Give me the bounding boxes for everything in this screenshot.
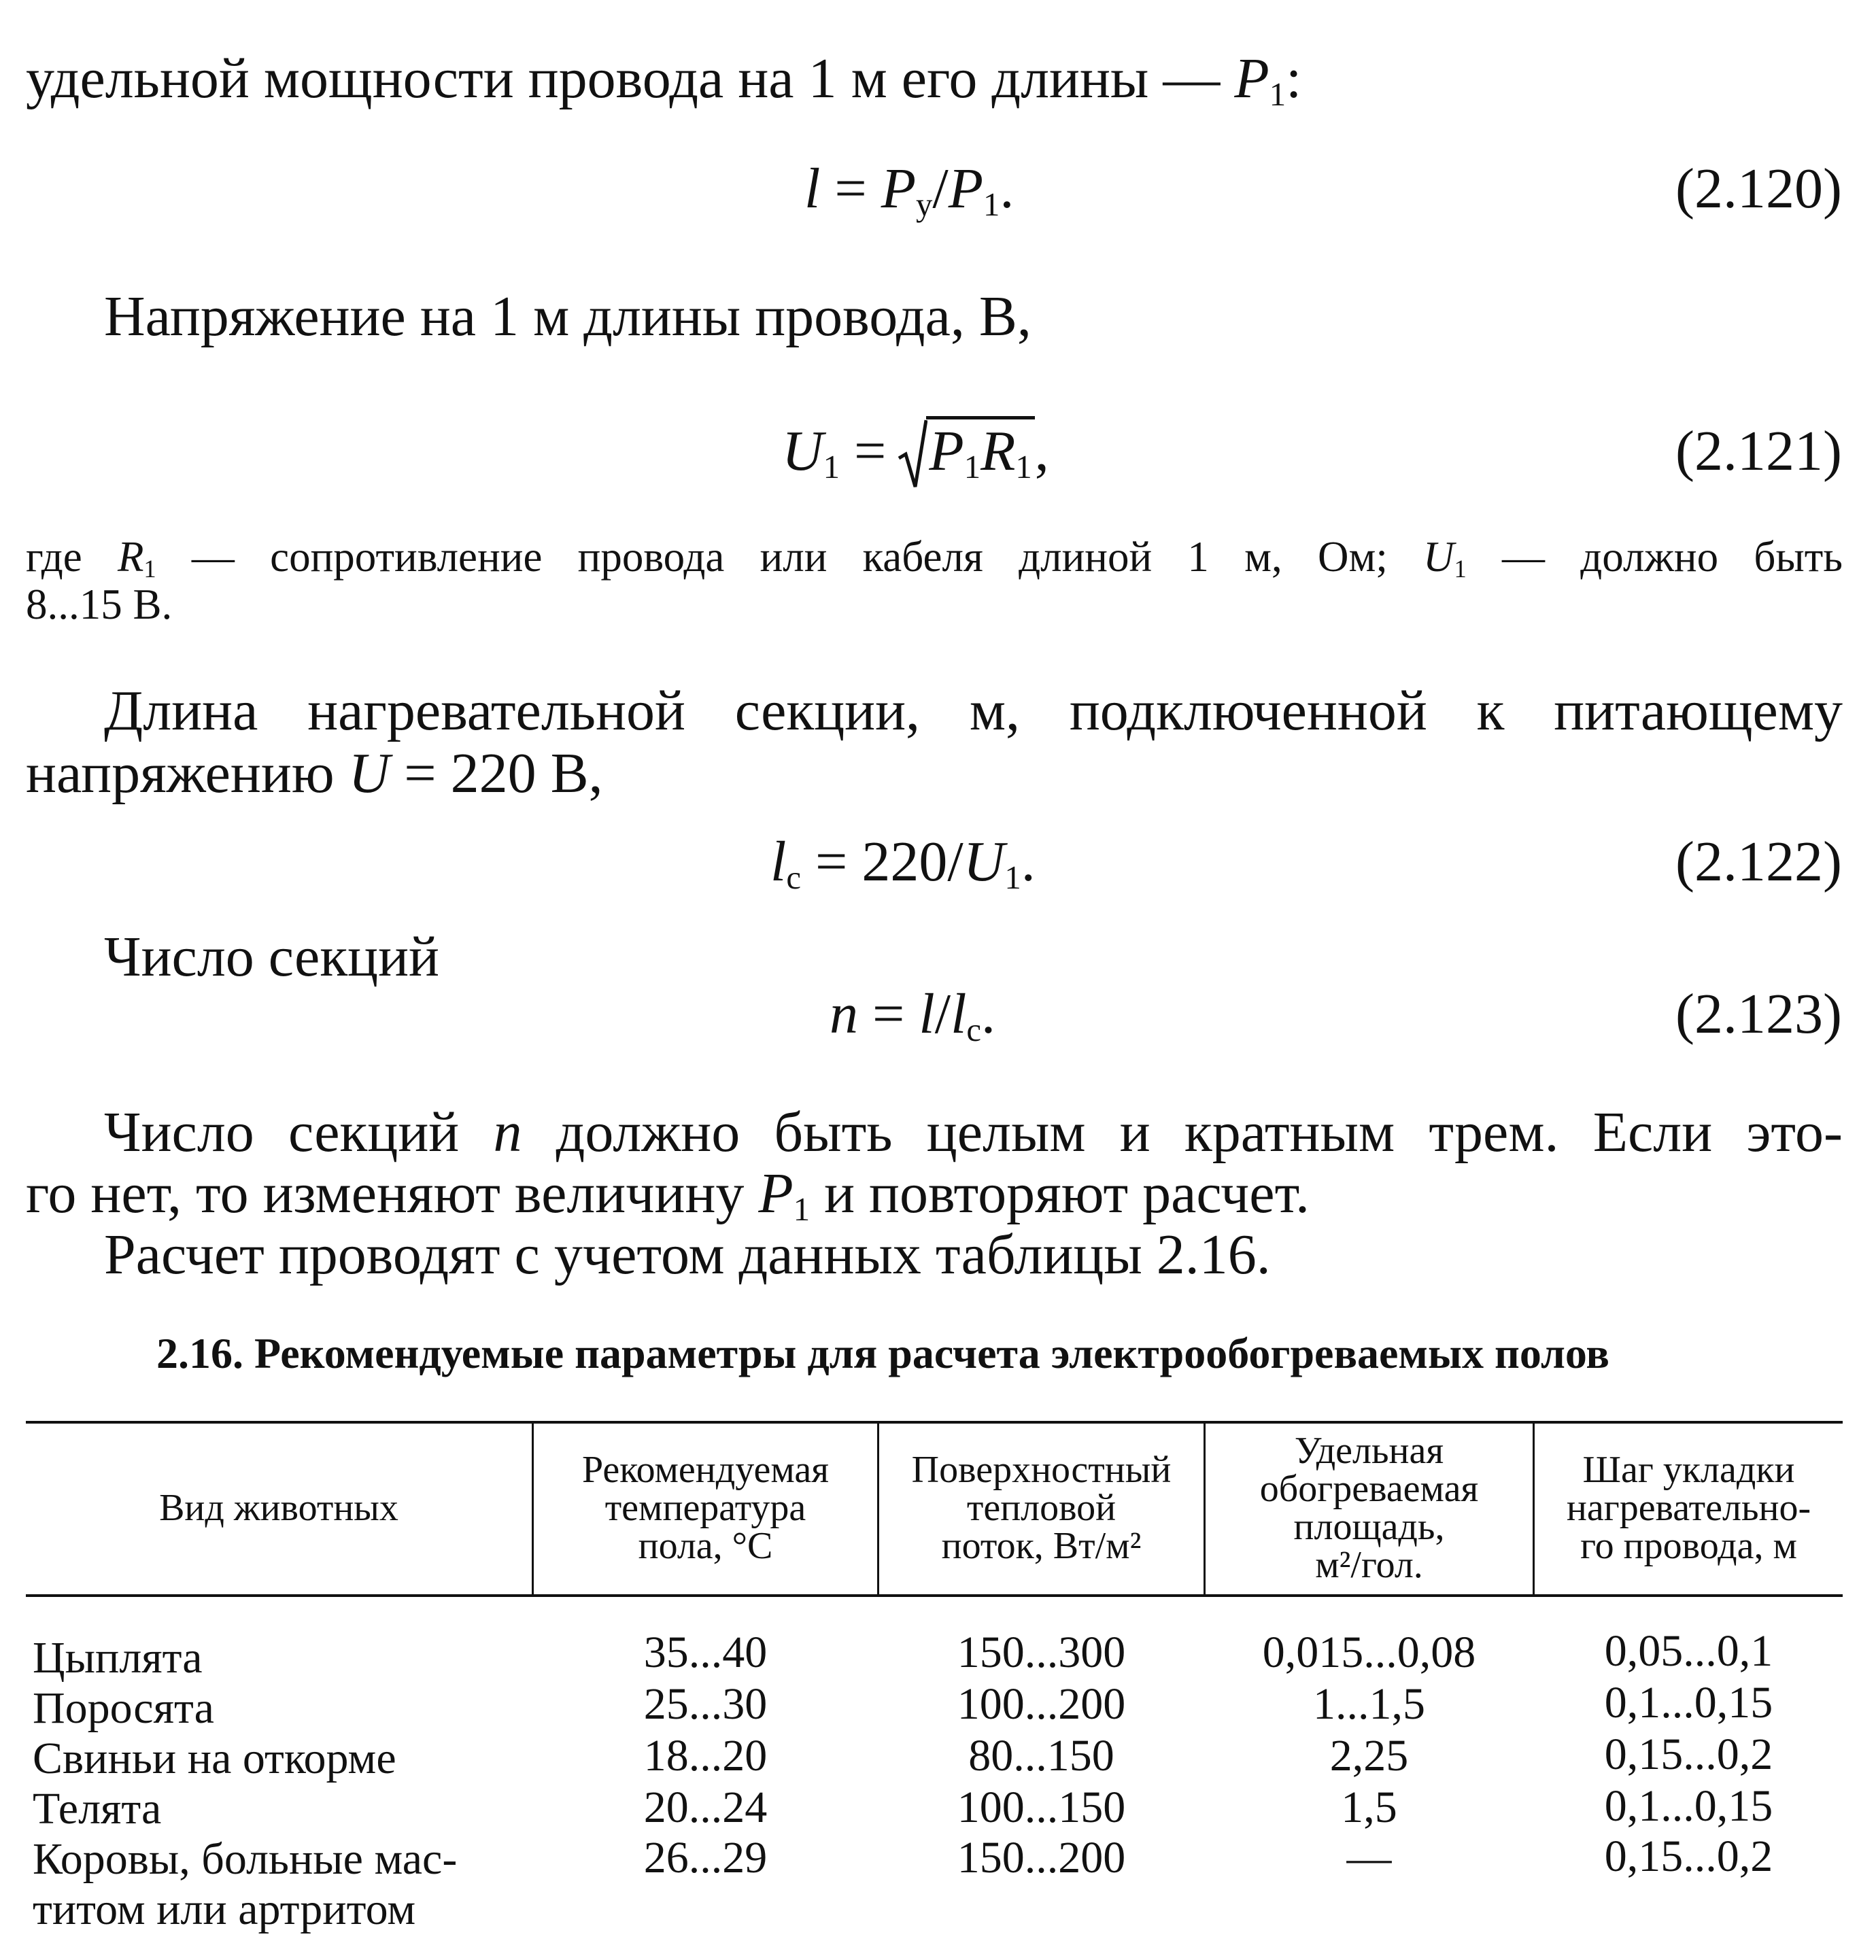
cell-heat-flux: 80...150 [968, 1731, 1114, 1781]
table-header-rule [26, 1594, 1843, 1597]
table-header-floor-temperature: Рекомендуемая температура пола, °С [581, 1449, 830, 1567]
cell-area: 2,25 [1329, 1731, 1409, 1781]
cell-spacing: 0,15...0,2 [1604, 1730, 1773, 1779]
equation-2-123: $n = l/l_с$. [830, 982, 996, 1049]
cell-temperature: 26...29 [643, 1833, 768, 1882]
paragraph-section-count: Число секций [104, 925, 440, 988]
cell-area: 0,015...0,08 [1262, 1628, 1476, 1677]
cell-area: 1,5 [1341, 1783, 1397, 1832]
cell-area: — [1346, 1833, 1392, 1882]
cell-area: 1...1,5 [1313, 1679, 1425, 1729]
cell-heat-flux: 100...200 [957, 1679, 1126, 1729]
equation-number-2-122: (2.122) [1675, 830, 1842, 893]
cell-spacing: 0,05...0,1 [1604, 1626, 1773, 1676]
cell-animal: Телята [33, 1784, 162, 1834]
cell-temperature: 35...40 [643, 1628, 768, 1677]
paragraph-voltage: Напряжение на 1 м длины провода, В, [104, 285, 1031, 348]
cell-spacing: 0,1...0,15 [1604, 1678, 1773, 1727]
table-caption: 2.16. Рекомендуемые параметры для расчета электрообогреваемых полов [156, 1329, 1609, 1377]
equation-number-2-123: (2.123) [1675, 982, 1842, 1046]
cell-animal: Свиньи на откорме [33, 1734, 396, 1783]
paragraph-section-length-line1: Длина нагревательной секции, м, подключенной к питающему [104, 679, 1843, 742]
paragraph-multiple-three-line1: Число секций n должно быть целым и кратным трем. Если это- [104, 1101, 1843, 1164]
table-top-rule [26, 1421, 1843, 1424]
cell-temperature: 20...24 [643, 1783, 768, 1832]
paragraph-section-length-line2: напряжению U = 220 В, [26, 742, 603, 805]
cell-animal: Коровы, больные мас- [33, 1834, 458, 1884]
equation-number-2-120: (2.120) [1675, 157, 1842, 220]
equation-2-120: $l = P_у/P_1$. [804, 157, 1014, 224]
cell-animal: Цыплята [33, 1633, 203, 1683]
table-header-wire-spacing: Шаг укладки нагревательно- го провода, м [1566, 1449, 1811, 1567]
table-header-heated-area: Удельная обогреваемая площадь, м²/гол. [1259, 1430, 1479, 1586]
cell-heat-flux: 150...200 [957, 1833, 1126, 1882]
table-row [0, 1730, 1876, 1784]
cell-spacing: 0,15...0,2 [1604, 1832, 1773, 1881]
table-row [0, 1781, 1876, 1834]
cell-temperature: 25...30 [643, 1679, 768, 1729]
table-header-heat-flux: Поверхностный тепловой поток, Вт/м² [911, 1449, 1172, 1567]
table-row [0, 1834, 1876, 1935]
cell-animal: Поросята [33, 1683, 214, 1733]
equation-number-2-121: (2.121) [1675, 419, 1842, 483]
where-clause-line1: где $R_1$ — сопротивление провода или кабеля длиной 1 м, Ом; $U_1$ — должно быть [26, 533, 1843, 583]
paragraph-table-reference: Расчет проводят с учетом данных таблицы 2.16. [104, 1223, 1271, 1286]
equation-2-121: $U_1$ = $P_1R_1$, [782, 420, 1049, 483]
table-row [0, 1626, 1876, 1683]
text-line-specific-power: удельной мощности провода на 1 м его длины — $P_1$: [26, 47, 1302, 114]
table-header-animal-type: Вид животных [159, 1487, 398, 1529]
where-clause-line2: 8...15 В. [26, 581, 173, 628]
paragraph-multiple-three-line2: го нет, то изменяют величину $P_1$ и повторяют расчет. [26, 1162, 1310, 1228]
cell-animal-continuation: титом или артритом [33, 1885, 416, 1934]
cell-spacing: 0,1...0,15 [1604, 1781, 1773, 1831]
cell-heat-flux: 100...150 [957, 1783, 1126, 1832]
cell-temperature: 18...20 [643, 1731, 768, 1781]
cell-heat-flux: 150...300 [957, 1628, 1126, 1677]
table-row [0, 1678, 1876, 1734]
equation-2-122: $l_с = 220/U_1$. [770, 830, 1036, 897]
sqrt-symbol: $P_1R_1$ [900, 420, 1034, 483]
